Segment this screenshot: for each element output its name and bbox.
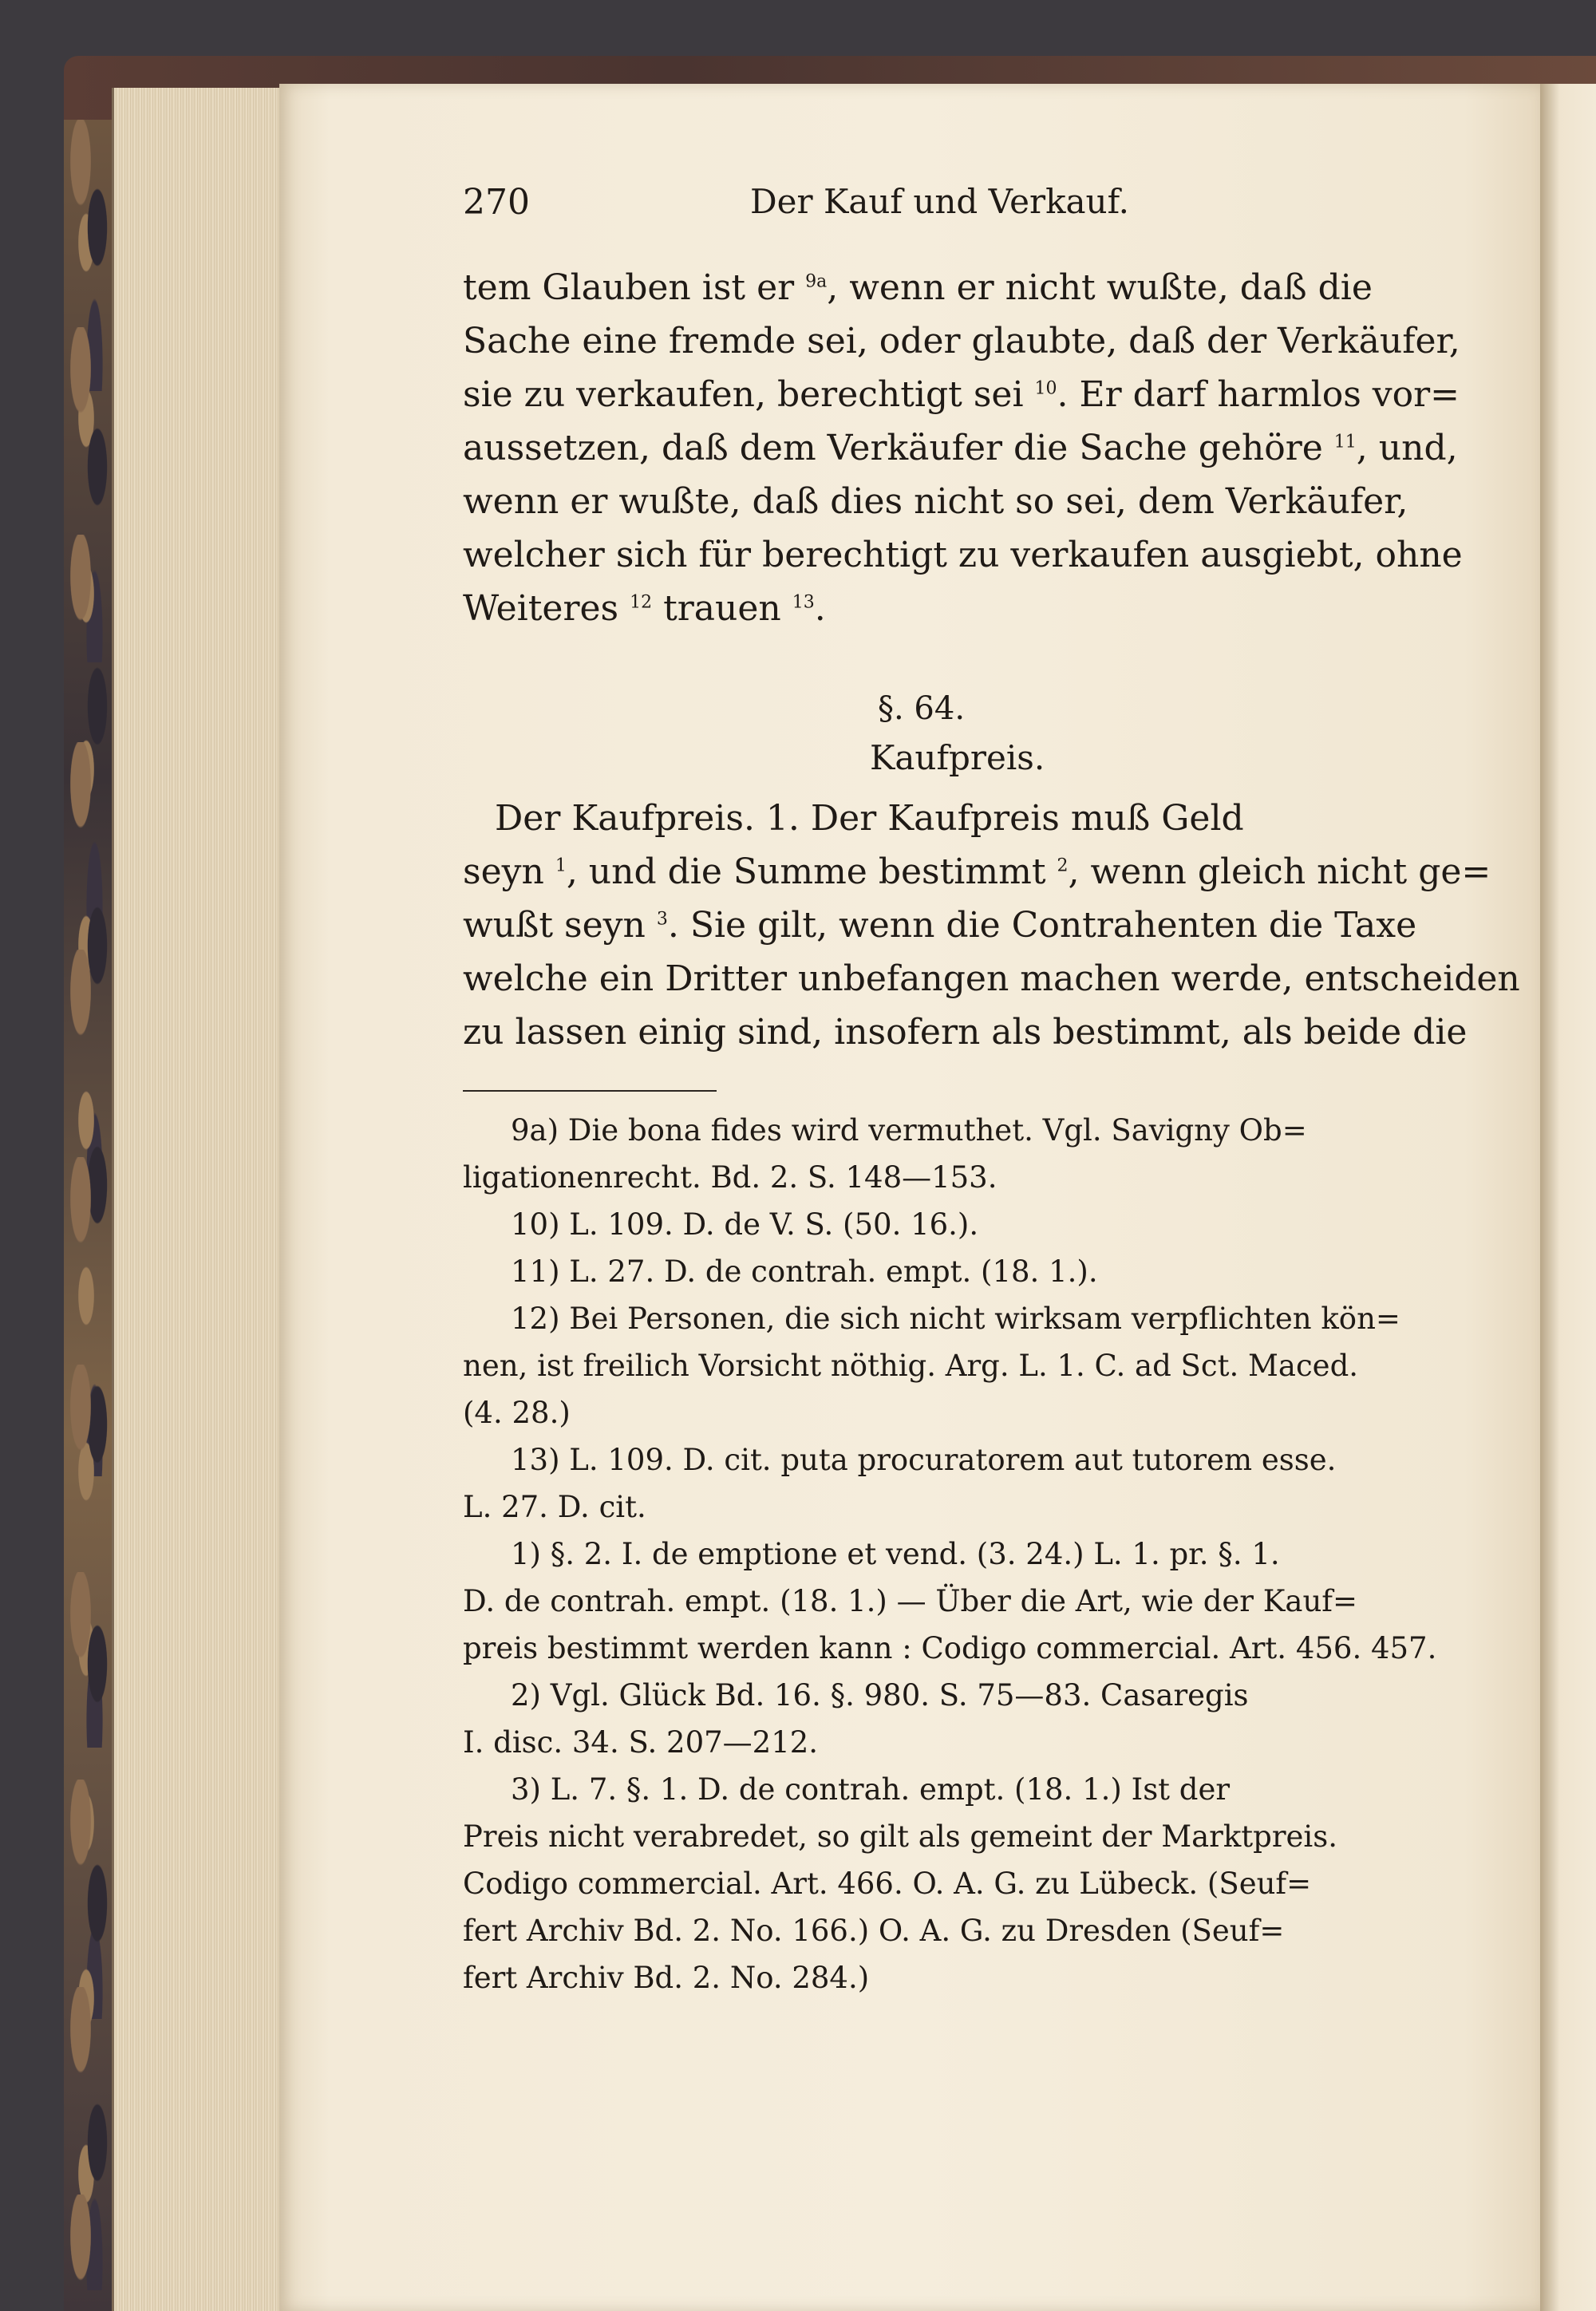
body-line bbox=[463, 905, 1416, 946]
text-run: Weiteres bbox=[463, 588, 630, 629]
text-run: L. 27. D. cit. bbox=[463, 1490, 646, 1524]
body-line bbox=[463, 851, 1491, 892]
text-run: I. disc. 34. S. 207—212. bbox=[463, 1725, 819, 1760]
text-run: . bbox=[814, 588, 826, 629]
facing-page-edge bbox=[1540, 84, 1596, 2311]
text-run: wenn er wußte, daß dies nicht so sei, dem Verkäufer, bbox=[463, 481, 1408, 522]
body-line bbox=[463, 481, 1408, 522]
footnote-line bbox=[463, 1396, 571, 1430]
text-run: (4. 28.) bbox=[463, 1396, 571, 1430]
text-run: D. de contrah. empt. (18. 1.) — Über die Art, wie der Kauf= bbox=[463, 1584, 1357, 1618]
running-title: Der Kauf und Verkauf. bbox=[750, 182, 1130, 221]
text-run: fert Archiv Bd. 2. No. 166.) O. A. G. zu Dresden (Seuf= bbox=[463, 1914, 1285, 1948]
text-run: seyn bbox=[463, 851, 555, 892]
page-stack-edge bbox=[112, 88, 298, 2311]
running-header bbox=[0, 182, 1596, 230]
footnote-ref: 3 bbox=[656, 909, 668, 930]
footnote-line bbox=[511, 1772, 1230, 1807]
text-run: tem Glauben ist er bbox=[463, 267, 806, 308]
footnote-ref: 11 bbox=[1333, 432, 1357, 452]
footnote-line bbox=[463, 1631, 1436, 1665]
section-heading: Kaufpreis. bbox=[870, 738, 1045, 777]
body-line bbox=[463, 1012, 1467, 1053]
section-number: §. 64. bbox=[878, 690, 966, 727]
footnote-line bbox=[463, 1725, 818, 1760]
text-run: Der Kaufpreis. 1. Der Kaufpreis muß Geld bbox=[495, 798, 1244, 839]
text-run: 3) L. 7. §. 1. D. de contrah. empt. (18. 1.) Ist der bbox=[511, 1772, 1231, 1807]
text-run: Preis nicht verabredet, so gilt als gemeint der Marktpreis. bbox=[463, 1819, 1337, 1854]
text-run: , wenn er nicht wußte, daß die bbox=[827, 267, 1373, 308]
footnote-line bbox=[463, 1867, 1311, 1901]
footnote-line bbox=[511, 1678, 1249, 1713]
text-run: , und, bbox=[1356, 428, 1458, 468]
footnote-line bbox=[511, 1302, 1400, 1336]
text-run: nen, ist freilich Vorsicht nöthig. Arg. L. 1. C. ad Sct. Maced. bbox=[463, 1349, 1359, 1383]
text-run: welche ein Dritter unbefangen machen werde, entscheiden bbox=[463, 958, 1520, 999]
text-run: 1) §. 2. I. de emptione et vend. (3. 24.) L. 1. pr. §. 1. bbox=[511, 1537, 1280, 1571]
footnote-line bbox=[511, 1113, 1307, 1148]
footnote-line bbox=[463, 1819, 1337, 1854]
text-run: wußt seyn bbox=[463, 905, 657, 946]
footnote-line bbox=[463, 1584, 1357, 1618]
body-line bbox=[463, 958, 1520, 999]
text-run: preis bestimmt werden kann : Codigo commercial. Art. 456. 457. bbox=[463, 1631, 1437, 1665]
footnote-ref: 9a bbox=[805, 271, 828, 292]
text-run: . Er darf harmlos vor= bbox=[1057, 374, 1460, 415]
footnote-line bbox=[463, 1160, 998, 1195]
footnote-ref: 13 bbox=[792, 592, 815, 613]
text-run: 9a) Die bona fides wird vermuthet. Vgl. Savigny Ob= bbox=[511, 1113, 1307, 1148]
footnote-line bbox=[463, 1490, 646, 1524]
text-run: aussetzen, daß dem Verkäufer die Sache gehöre bbox=[463, 428, 1334, 468]
text-run: ligationenrecht. Bd. 2. S. 148—153. bbox=[463, 1160, 998, 1195]
text-run: , und die Summe bestimmt bbox=[566, 851, 1057, 892]
text-run: sie zu verkaufen, berechtigt sei bbox=[463, 374, 1035, 415]
footnote-line bbox=[463, 1914, 1284, 1948]
text-run: Codigo commercial. Art. 466. O. A. G. zu Lübeck. (Seuf= bbox=[463, 1867, 1312, 1901]
footnote-line bbox=[511, 1254, 1098, 1289]
text-run: welcher sich für berechtigt zu verkaufen ausgiebt, ohne bbox=[463, 535, 1463, 575]
text-run: 11) L. 27. D. de contrah. empt. (18. 1.). bbox=[511, 1254, 1098, 1289]
text-run: . Sie gilt, wenn die Contrahenten die Taxe bbox=[667, 905, 1417, 946]
footnote-line bbox=[463, 1961, 869, 1995]
text-run: 10) L. 109. D. de V. S. (50. 16.). bbox=[511, 1207, 979, 1242]
body-line bbox=[463, 321, 1460, 361]
body-line bbox=[463, 267, 1373, 308]
footnote-ref: 2 bbox=[1057, 855, 1069, 876]
text-run: trauen bbox=[652, 588, 792, 629]
footnote-line bbox=[463, 1349, 1358, 1383]
body-line bbox=[495, 798, 1244, 839]
footnote-ref: 1 bbox=[555, 855, 567, 876]
footnote-line bbox=[511, 1207, 978, 1242]
body-line bbox=[463, 588, 826, 629]
body-line bbox=[463, 428, 1458, 468]
text-run: Sache eine fremde sei, oder glaubte, daß der Verkäufer, bbox=[463, 321, 1460, 361]
text-run: fert Archiv Bd. 2. No. 284.) bbox=[463, 1961, 870, 1995]
body-line bbox=[463, 535, 1463, 575]
text-run: 13) L. 109. D. cit. puta procuratorem aut tutorem esse. bbox=[511, 1443, 1337, 1477]
footnote-line bbox=[511, 1537, 1280, 1571]
footnote-ref: 12 bbox=[630, 592, 653, 613]
body-line bbox=[463, 374, 1460, 415]
text-run: 12) Bei Personen, die sich nicht wirksam verpflichten kön= bbox=[511, 1302, 1400, 1336]
footnote-ref: 10 bbox=[1034, 378, 1057, 399]
page-number: 270 bbox=[463, 182, 530, 223]
text-run: , wenn gleich nicht ge= bbox=[1068, 851, 1491, 892]
text-run: zu lassen einig sind, insofern als bestimmt, als beide die bbox=[463, 1012, 1468, 1053]
footnote-rule bbox=[463, 1090, 717, 1092]
footnote-line bbox=[511, 1443, 1336, 1477]
text-run: 2) Vgl. Glück Bd. 16. §. 980. S. 75—83. Casaregis bbox=[511, 1678, 1249, 1713]
